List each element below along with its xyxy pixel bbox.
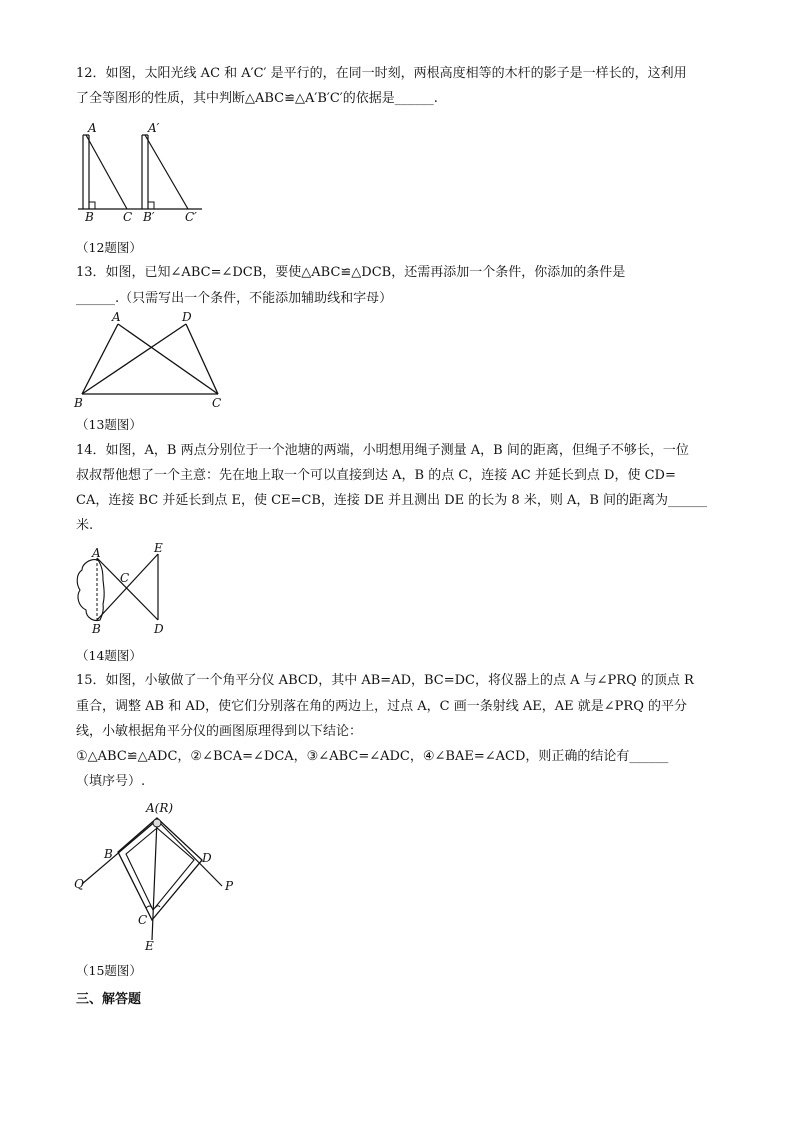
- q14-caption: （14题图）: [76, 648, 142, 663]
- q15-ray-rp: [157, 820, 222, 886]
- q12-label-a-prime: A′: [148, 121, 160, 135]
- q14-label-a: A: [92, 546, 101, 560]
- q15-line-2: 重合，调整 AB 和 AD，使它们分别落在角的两边上，过点 A，C 画一条射线 AE，AE 就是∠PRQ 的平分: [76, 699, 687, 714]
- q15-label-p: P: [225, 879, 234, 893]
- q15-line-3: 线，小敏根据角平分仪的画图原理得到以下结论：: [76, 724, 363, 739]
- q14-line-4: 米.: [76, 518, 94, 533]
- q12-label-c: C: [123, 210, 133, 224]
- q12-line-2: 了全等图形的性质，其中判断△ABC≌△A′B′C′的依据是______.: [76, 91, 438, 106]
- q15-line-1: 15．如图，小敏做了一个角平分仪 ABCD，其中 AB=AD，BC=DC，将仪器上的点 A 与∠PRQ 的顶点 R: [76, 673, 694, 688]
- q13-caption: （13题图）: [76, 417, 142, 432]
- q15-label-d: D: [202, 851, 212, 865]
- q15-label-a-r: A(R): [146, 801, 174, 815]
- q12-label-c-prime: C′: [185, 210, 197, 224]
- q12-sun-ray-ac: [86, 135, 127, 209]
- q14-line-1: 14．如图，A，B 两点分别位于一个池塘的两端，小明想用绳子测量 A，B 间的距离，但绳子不够长，一位: [76, 443, 689, 458]
- q15-line-5: （填序号）.: [76, 774, 146, 789]
- q14-label-d: D: [154, 622, 164, 636]
- q14-line-2: 叔叔帮他想了一个主意：先在地上取一个可以直接到达 A，B 的点 C，连接 AC 并延长到点 D，使 CD=: [76, 468, 676, 483]
- q15-instrument-inner: [126, 828, 194, 910]
- q13-line-2: ______.（只需写出一个条件，不能添加辅助线和字母）: [76, 291, 393, 306]
- q12-caption: （12题图）: [76, 240, 142, 255]
- q15-instrument-outer: [118, 818, 202, 920]
- q15-ray-rq: [82, 820, 157, 884]
- q14-label-c: C: [120, 571, 130, 585]
- q12-sun-ray-a2c2: [145, 135, 188, 209]
- q14-label-e: E: [154, 541, 163, 555]
- q12-figure: [70, 118, 210, 224]
- q13-line-1: 13．如图，已知∠ABC=∠DCB，要使△ABC≌△DCB，还需再添加一个条件，你添加的条件是: [76, 265, 626, 280]
- q12-label-b-prime: B′: [143, 210, 155, 224]
- q15-figure: [70, 796, 240, 956]
- q15-caption: （15题图）: [76, 963, 142, 978]
- q13-label-d: D: [182, 310, 192, 324]
- q13-side-ab: [82, 324, 118, 394]
- q12-line-1: 12．如图，太阳光线 AC 和 A′C′ 是平行的，在同一时刻，两根高度相等的木杆的影子是一样长的，这利用: [76, 66, 687, 81]
- q12-label-b: B: [85, 210, 94, 224]
- q15-label-c: C: [138, 913, 148, 927]
- q13-label-a: A: [112, 310, 121, 324]
- q15-label-b: B: [104, 847, 113, 861]
- q15-pivot: [153, 819, 161, 827]
- q14-label-b: B: [92, 622, 101, 636]
- q14-pond: [77, 560, 104, 621]
- q13-label-c: C: [212, 396, 222, 410]
- q14-figure: [70, 540, 180, 640]
- q15-line-4: ①△ABC≌△ADC，②∠BCA=∠DCA，③∠ABC=∠ADC，④∠BAE=∠ACD，则正确的结论有______: [76, 749, 669, 764]
- q13-label-b: B: [74, 396, 83, 410]
- q12-label-a: A: [88, 121, 97, 135]
- q15-label-e: E: [145, 939, 154, 953]
- q13-figure: [70, 310, 230, 412]
- q15-label-q: Q: [74, 877, 84, 891]
- section-heading: 三、解答题: [76, 992, 142, 1007]
- q15-ray-ae: [152, 820, 157, 940]
- q14-line-3: CA，连接 BC 并延长到点 E，使 CE=CB，连接 DE 并且测出 DE 的长为 8 米，则 A，B 间的距离为______: [76, 493, 708, 508]
